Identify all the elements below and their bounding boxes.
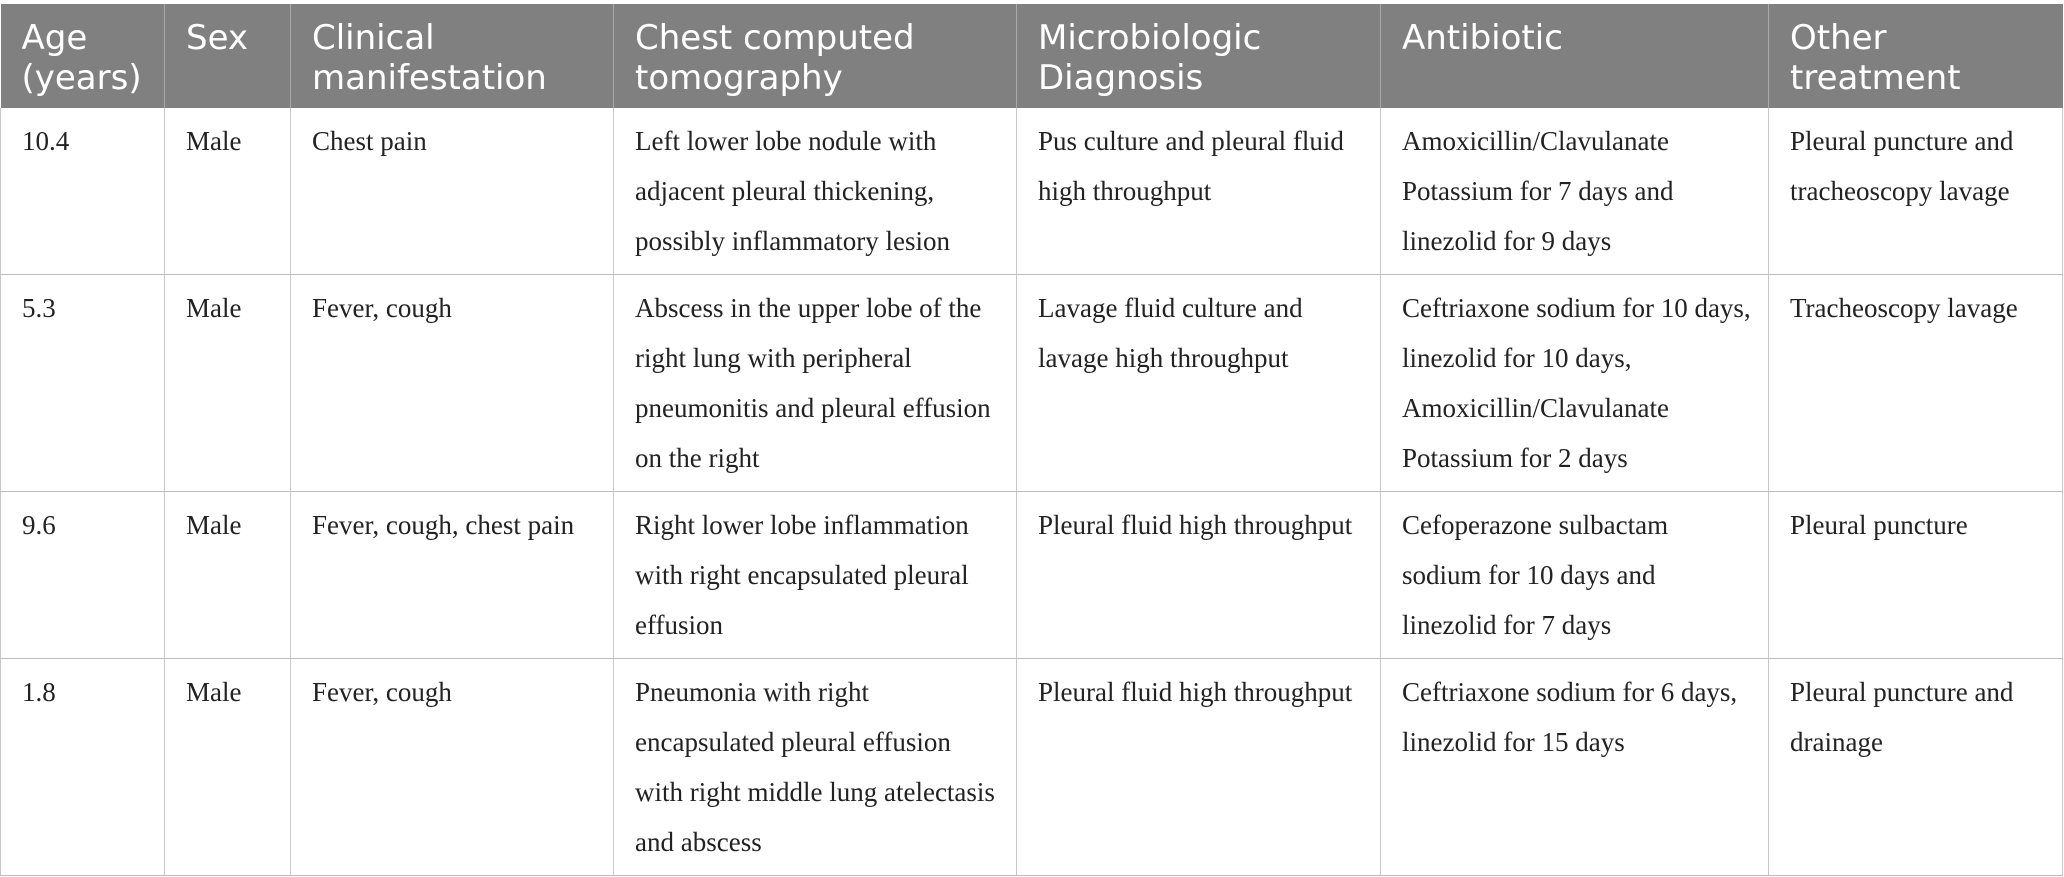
table-row <box>1 108 2063 275</box>
cell-other-treatment: Pleural puncture and drainage <box>1769 659 2063 876</box>
clinical-data-table <box>0 4 2063 876</box>
header-chest-ct-label: Chest computed tomography <box>635 18 915 98</box>
header-other-treatment <box>1769 4 2063 108</box>
cell-antibiotic: Cefoperazone sulbactam sodium for 10 days and linezolid for 7 days <box>1381 492 1769 659</box>
header-sex-label: Sex <box>186 18 249 58</box>
cell-antibiotic: Ceftriaxone sodium for 10 days, linezolid for 10 days, Amoxicillin/Clavulanate Potassium for 2 days <box>1381 275 1769 492</box>
cell-clinical-manifestation: Fever, cough, chest pain <box>291 492 614 659</box>
cell-clinical-manifestation: Fever, cough <box>291 659 614 876</box>
cell-microbiologic-diagnosis: Pleural fluid high throughput <box>1017 492 1381 659</box>
cell-clinical-manifestation: Chest pain <box>291 108 614 275</box>
header-chest-ct <box>614 4 1017 108</box>
cell-microbiologic-diagnosis: Lavage fluid culture and lavage high throughput <box>1017 275 1381 492</box>
cell-microbiologic-diagnosis: Pleural fluid high throughput <box>1017 659 1381 876</box>
cell-chest-ct: Pneumonia with right encapsulated pleural effusion with right middle lung atelectasis and abscess <box>614 659 1017 876</box>
data-table-container <box>0 4 2062 876</box>
cell-sex: Male <box>165 659 291 876</box>
table-row <box>1 275 2063 492</box>
header-microbiologic-diagnosis-label: Microbiologic Diagnosis <box>1038 18 1262 98</box>
cell-chest-ct: Abscess in the upper lobe of the right lung with peripheral pneumonitis and pleural effusion on the right <box>614 275 1017 492</box>
header-microbiologic-diagnosis <box>1017 4 1381 108</box>
header-sex <box>165 4 291 108</box>
cell-other-treatment: Tracheoscopy lavage <box>1769 275 2063 492</box>
header-clinical-manifestation <box>291 4 614 108</box>
cell-other-treatment: Pleural puncture <box>1769 492 2063 659</box>
header-age-label: Age (years) <box>21 18 142 98</box>
cell-sex: Male <box>165 275 291 492</box>
cell-sex: Male <box>165 492 291 659</box>
cell-age: 5.3 <box>1 275 165 492</box>
header-row <box>1 4 2063 108</box>
header-antibiotic-label: Antibiotic <box>1402 18 1563 58</box>
cell-microbiologic-diagnosis: Pus culture and pleural fluid high throughput <box>1017 108 1381 275</box>
cell-antibiotic: Amoxicillin/Clavulanate Potassium for 7 days and linezolid for 9 days <box>1381 108 1769 275</box>
cell-chest-ct: Right lower lobe inflammation with right encapsulated pleural effusion <box>614 492 1017 659</box>
table-row <box>1 492 2063 659</box>
header-other-treatment-label: Other treatment <box>1790 18 1961 98</box>
cell-chest-ct: Left lower lobe nodule with adjacent pleural thickening, possibly inflammatory lesion <box>614 108 1017 275</box>
header-antibiotic <box>1381 4 1769 108</box>
cell-age: 10.4 <box>1 108 165 275</box>
header-age <box>1 4 165 108</box>
cell-sex: Male <box>165 108 291 275</box>
table-row <box>1 659 2063 876</box>
cell-antibiotic: Ceftriaxone sodium for 6 days, linezolid for 15 days <box>1381 659 1769 876</box>
cell-age: 1.8 <box>1 659 165 876</box>
cell-clinical-manifestation: Fever, cough <box>291 275 614 492</box>
cell-age: 9.6 <box>1 492 165 659</box>
cell-other-treatment: Pleural puncture and tracheoscopy lavage <box>1769 108 2063 275</box>
header-clinical-manifestation-label: Clinical manifestation <box>312 18 547 98</box>
